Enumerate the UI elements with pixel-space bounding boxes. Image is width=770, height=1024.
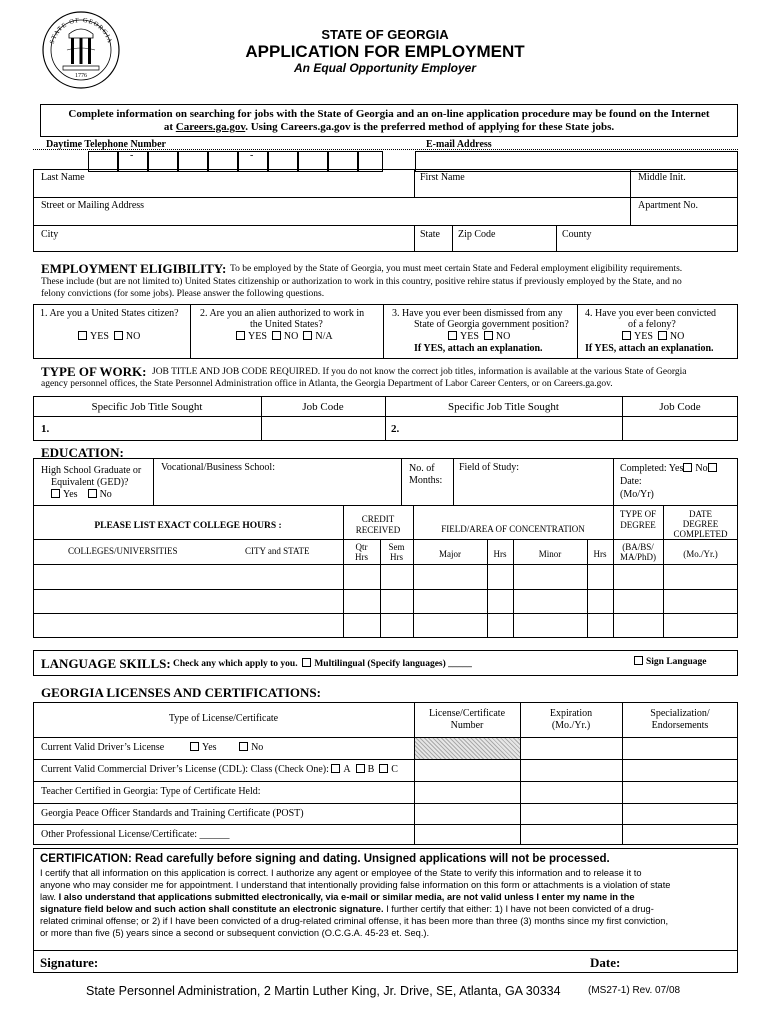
cert-line-6: or more than five (5) years since a second or subsequent conviction (O.C.G.A. 45-23 et. Seq.). (40, 928, 430, 938)
email-label: E-mail Address (426, 139, 492, 150)
form-title: APPLICATION FOR EMPLOYMENT (245, 42, 525, 61)
multilingual-label: Multilingual (Specify languages) _____ (314, 659, 472, 669)
completed-no-checkbox[interactable] (708, 463, 717, 472)
post-label: Georgia Peace Officer Standards and Training Certificate (POST) (41, 808, 304, 819)
job-title-header: Specific Job Title Sought (448, 401, 559, 413)
city-state-label: CITY and STATE (245, 546, 310, 556)
cert-line-4 (40, 903, 654, 915)
form-subtitle: An Equal Opportunity Employer (293, 61, 476, 75)
no-label: NO (125, 331, 141, 342)
yes-label: YES (634, 331, 653, 342)
q1-options (78, 331, 140, 343)
cdl-c-checkbox[interactable] (379, 764, 388, 773)
hs-options (51, 489, 112, 501)
q1-no-checkbox[interactable] (114, 331, 123, 340)
sign-language-checkbox[interactable] (634, 656, 643, 665)
q4-explain: If YES, attach an explanation. (585, 343, 714, 354)
q2-label-b: the United States? (250, 319, 323, 330)
date-field[interactable] (628, 954, 734, 971)
county-label: County (562, 229, 592, 240)
degree-label-1: TYPE OF (619, 509, 657, 519)
eligibility-text-1: To be employed by the State of Georgia, you must meet certain State and Federal employment eligibility requirements. (230, 264, 683, 274)
yes-label: YES (248, 331, 267, 342)
no-label: NO (669, 331, 685, 342)
expiration-header-1: Expiration (549, 708, 593, 719)
drivers-yes-checkbox[interactable] (190, 742, 199, 751)
completed-label (620, 463, 720, 475)
form-number: (MS27-1) Rev. 07/08 (588, 985, 681, 996)
q3-label-a: 3. Have you ever been dismissed from any (392, 308, 563, 319)
field-area-label: FIELD/AREA OF CONCENTRATION (441, 524, 585, 534)
yes-label: YES (460, 331, 479, 342)
class-c-label: C (391, 764, 398, 775)
cert-line-4a: signature field below and such action shall constitute an electronic signature. (40, 904, 384, 914)
hs-yes-checkbox[interactable] (51, 489, 60, 498)
license-number-header-2: Number (450, 720, 484, 731)
phone-dash: - (250, 150, 254, 161)
cert-line-4b: I further certify that either: 1) I have not been convicted of a drug- (383, 904, 654, 914)
work-text-2: agency personnel offices, the State Personnel Administration office in Atlanta, the Georgia Department of Labor Career Centers, or on Careers.ga.gov. (41, 379, 613, 389)
moyr-label: (Mo./Yr.) (683, 549, 718, 559)
q3-options (448, 331, 510, 343)
first-name-label: First Name (420, 172, 465, 183)
cert-line-3b: I also understand that applications submitted electronically, via e-mail or similar media, are not valid unless I enter my name in the (58, 892, 635, 902)
field-study-label: Field of Study: (459, 462, 520, 473)
zip-label: Zip Code (458, 229, 496, 240)
q4-yes-checkbox[interactable] (622, 331, 631, 340)
drivers-no-checkbox[interactable] (239, 742, 248, 751)
shaded-cell (415, 738, 520, 759)
no-label: No (251, 742, 264, 753)
job-row-1: 1. (41, 423, 50, 435)
sem-label-2: Hrs (390, 552, 403, 562)
q2-na-checkbox[interactable] (303, 331, 312, 340)
q2-label-a: 2. Are you an alien authorized to work in (200, 308, 365, 319)
careers-link[interactable]: Careers.ga.gov (175, 121, 246, 133)
expiration-header-2: (Mo./Yr.) (551, 720, 591, 731)
license-number-header-1: License/Certificate (428, 708, 506, 719)
cdl-a-checkbox[interactable] (331, 764, 340, 773)
education-heading: EDUCATION: (41, 445, 124, 460)
job-title-header: Specific Job Title Sought (91, 401, 203, 413)
completed-yes-checkbox[interactable] (683, 463, 692, 472)
qtr-label-2: Hrs (355, 552, 368, 562)
footer-address: State Personnel Administration, 2 Martin Luther King, Jr. Drive, SE, Atlanta, GA 30334 (86, 984, 561, 998)
ba-label-1: (BA/BS/ (622, 542, 654, 552)
hs-no-checkbox[interactable] (88, 489, 97, 498)
months-label-2: Months: (409, 475, 443, 486)
cert-line-1: I certify that all information on this application is correct. I authorize any agent or employee of the State to verify this information and to release it to (40, 868, 642, 878)
intro-pre: at (163, 121, 176, 133)
eligibility-text-2: These include (but are not limited to) United States citizenship or authorization to work in this country, positive rehire status if previously employed by the State, and no (41, 277, 682, 287)
q4-label-a: 4. Have you ever been convicted (585, 308, 717, 319)
hs-label-1: High School Graduate or (41, 465, 142, 476)
eligibility-heading: EMPLOYMENT ELIGIBILITY: (41, 261, 227, 276)
hrs-label: Hrs (493, 549, 507, 559)
work-text-1: JOB TITLE AND JOB CODE REQUIRED. If you do not know the correct job titles, information is available at the various State of Georgia (152, 367, 687, 377)
street-label: Street or Mailing Address (41, 200, 145, 211)
cert-line-3 (40, 891, 635, 903)
seal-text: STATE OF GEORGIA (48, 16, 114, 45)
cert-line-2: anyone who may consider me for appointment. I understand that intentionally providing false information on this form or attachments is a violation of state (40, 880, 671, 890)
work-heading: TYPE OF WORK: (41, 364, 147, 379)
language-heading: LANGUAGE SKILLS: (41, 656, 171, 671)
colleges-label: COLLEGES/UNIVERSITIES (68, 546, 178, 556)
drivers-license-label: Current Valid Driver’s License (41, 742, 165, 753)
date-label: Date: (590, 955, 621, 970)
months-label-1: No. of (409, 463, 435, 474)
credit-label-2: RECEIVED (355, 525, 401, 535)
eligibility-text-3: felony convictions (for some jobs). Please answer the following questions. (41, 289, 325, 299)
q3-explain: If YES, attach an explanation. (414, 343, 543, 354)
completion-moyr: (Mo/Yr) (620, 489, 654, 500)
major-label: Major (439, 549, 461, 559)
completed-no-text: No (695, 463, 708, 474)
apartment-label: Apartment No. (638, 200, 698, 211)
sem-label-1: Sem (388, 542, 405, 552)
date-degree-label-2: DEGREE (682, 519, 719, 529)
cert-line-5: related criminal offense; or 2) if I have been convicted of a drug-related criminal offense, it has been more than three (3) months since my first conviction, (40, 916, 669, 926)
other-license-label: Other Professional License/Certificate: ______ (41, 829, 230, 840)
no-label: NO (495, 331, 511, 342)
state-label: State (420, 229, 440, 240)
licenses-heading: GEORGIA LICENSES AND CERTIFICATIONS: (41, 685, 321, 700)
q4-no-checkbox[interactable] (658, 331, 667, 340)
intro-line-1: Complete information on searching for jobs with the State of Georgia and an on-line application procedure may be found on the Internet (68, 108, 710, 120)
yes-label: Yes (202, 742, 217, 753)
q2-yes-checkbox[interactable] (236, 331, 245, 340)
hs-label-2: Equivalent (GED)? (51, 477, 129, 488)
cert-line-3a: law. (40, 892, 59, 902)
na-label: N/A (315, 331, 333, 342)
phone-dash: - (130, 150, 134, 161)
date-degree-label-1: DATE (689, 509, 712, 519)
intro-post: . Using Careers.ga.gov is the preferred method of applying for these State jobs. (245, 121, 615, 133)
teacher-label: Teacher Certified in Georgia: Type of Certificate Held: (41, 786, 261, 797)
cdl-b-checkbox[interactable] (356, 764, 365, 773)
q2-options (236, 331, 333, 343)
sign-language (634, 656, 706, 668)
q3-yes-checkbox[interactable] (448, 331, 457, 340)
no-label: No (99, 489, 112, 500)
seal-year: 1776 (75, 73, 87, 79)
intro-line-2 (41, 121, 737, 134)
signature-field[interactable] (120, 954, 580, 971)
yes-label: YES (90, 331, 109, 342)
last-name-label: Last Name (41, 172, 85, 183)
q3-label-b: State of Georgia government position? (414, 319, 569, 330)
drivers-options (190, 742, 263, 754)
vocational-label: Vocational/Business School: (161, 462, 275, 473)
state-heading: STATE OF GEORGIA (321, 27, 449, 42)
hrs-label: Hrs (593, 549, 607, 559)
certification-heading: CERTIFICATION: Read carefully before signing and dating. Unsigned applications will not be processed. (40, 853, 610, 865)
q1-yes-checkbox[interactable] (78, 331, 87, 340)
date-degree-label-3: COMPLETED (673, 529, 728, 539)
list-hours-label: PLEASE LIST EXACT COLLEGE HOURS : (94, 521, 282, 531)
ba-label-2: MA/PhD) (619, 552, 656, 562)
job-code-header: Job Code (659, 401, 701, 413)
language-check (173, 658, 472, 670)
completed-yes-text: Completed: Yes (620, 463, 684, 474)
phone-label: Daytime Telephone Number (46, 139, 166, 150)
intro-box (40, 104, 738, 137)
degree-label-2: DEGREE (620, 520, 656, 530)
cdl-row (41, 764, 398, 776)
multilingual-checkbox[interactable] (302, 658, 311, 667)
credit-label-1: CREDIT (361, 514, 395, 524)
q3-no-checkbox[interactable] (484, 331, 493, 340)
job-code-header: Job Code (302, 401, 344, 413)
q4-options (622, 331, 684, 343)
signature-label: Signature: (40, 955, 99, 970)
specialization-header-1: Specialization/ (650, 708, 710, 719)
completion-date-label: Date: (620, 476, 642, 487)
no-label: NO (283, 331, 299, 342)
yes-label: Yes (63, 489, 78, 500)
job-row-2: 2. (391, 423, 400, 435)
minor-label: Minor (538, 549, 562, 559)
license-type-header: Type of License/Certificate (168, 713, 279, 724)
middle-init-label: Middle Init. (638, 172, 686, 183)
city-label: City (41, 229, 59, 240)
class-a-label: A (343, 764, 351, 775)
sign-language-label: Sign Language (646, 657, 707, 667)
cdl-label: Current Valid Commercial Driver’s License (CDL): Class (Check One): (41, 764, 329, 775)
q4-label-b: of a felony? (628, 319, 676, 330)
class-b-label: B (367, 764, 375, 775)
q2-no-checkbox[interactable] (272, 331, 281, 340)
specialization-header-2: Endorsements (651, 720, 709, 731)
qtr-label-1: Qtr (355, 542, 368, 552)
q1-label: 1. Are you a United States citizen? (40, 308, 179, 319)
language-check-text: Check any which apply to you. (173, 659, 298, 669)
